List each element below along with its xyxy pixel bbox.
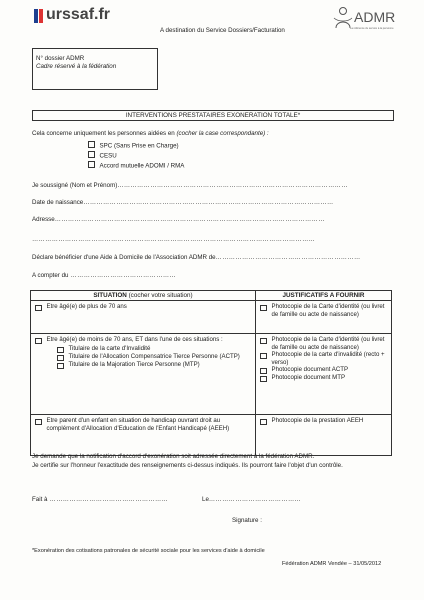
declare-label: Déclare bénéficier d'une Aide à Domicile de l'Association ADMR de <box>32 254 216 261</box>
justif-row2-invalidite[interactable] <box>260 351 387 366</box>
invalidite-checkbox[interactable] <box>57 347 64 354</box>
justif-row3-aeeh-label: Photocopie de la prestation AEEH <box>271 417 364 425</box>
dossier-reserved-label: Cadre réservé à la fédération <box>36 63 117 70</box>
situation-under70[interactable] <box>35 336 251 344</box>
destination-text: A destination du Service Dossiers/Facturation <box>160 27 285 34</box>
le-field[interactable]: Le…………………………………… <box>202 496 302 503</box>
justif-row2-mtp[interactable] <box>260 374 387 382</box>
urssaf-logo-text: urssaf.fr <box>46 6 111 23</box>
option-adomi[interactable] <box>88 161 184 170</box>
dossier-number-label: N° dossier ADMR <box>36 55 85 62</box>
mtp-checkbox[interactable] <box>57 363 64 370</box>
a-compter-label: A compter du <box>32 272 69 279</box>
actp-checkbox[interactable] <box>57 355 64 362</box>
justif-row2-id-label: Photocopie de la Carte d'identité (ou livret de famille ou acte de naissance) <box>271 336 385 351</box>
table-row <box>31 301 392 334</box>
adomi-checkbox[interactable] <box>88 161 95 168</box>
justificatifs-cell-3 <box>256 415 392 456</box>
justif-row2-actp-label: Photocopie document ACTP <box>271 366 349 374</box>
cesu-checkbox[interactable] <box>88 151 95 158</box>
intro-text <box>32 130 269 138</box>
age-70plus-checkbox[interactable] <box>35 305 42 312</box>
option-cesu[interactable] <box>88 151 117 160</box>
option-spc-label: SPC (Sans Prise en Charge) <box>99 142 179 150</box>
sub-actp-label: Titulaire de l'Allocation Compensatrice Tierce Personne (ACTP) <box>68 353 240 361</box>
situation-header <box>31 291 256 301</box>
situation-70plus-label: Etre âgé(e) de plus de 70 ans <box>46 303 127 311</box>
soussigne-label: Je soussigné (Nom et Prénom) <box>32 182 118 189</box>
sub-invalidite-label: Titulaire de la carte d'Invalidité <box>68 345 151 353</box>
adresse-label: Adresse <box>32 216 55 223</box>
sub-mtp-label: Titulaire de la Majoration Tierce Personne (MTP) <box>68 361 200 369</box>
sub-mtp[interactable] <box>35 361 251 369</box>
option-cesu-label: CESU <box>99 152 117 160</box>
justif-actp-checkbox[interactable] <box>260 368 267 375</box>
intro-italic: (cocher la case correspondante) : <box>176 130 269 137</box>
fait-a-label: Fait à <box>32 496 48 503</box>
justif-row1-label: Photocopie de la Carte d'identité (ou livret de famille ou acte de naissance) <box>271 303 385 318</box>
option-spc[interactable] <box>88 141 179 150</box>
footnote: *Exonération des cotisations patronales de sécurité sociale pour les services d'aide à domicile <box>32 548 265 554</box>
justif-id2-checkbox[interactable] <box>260 338 267 345</box>
dossier-box <box>32 48 158 90</box>
admr-logo-text: ADMR <box>354 9 396 25</box>
justif-id-checkbox[interactable] <box>260 305 267 312</box>
declaration-text <box>32 452 392 470</box>
admr-logo <box>330 6 400 40</box>
fait-a-field[interactable]: Fait à ……………………………………………… <box>32 496 169 503</box>
situation-cell-1 <box>31 301 256 334</box>
justificatifs-cell-2 <box>256 334 392 415</box>
adresse-field[interactable]: Adresse…………………………………………………………………………………………………………… <box>32 216 325 223</box>
justif-row2-mtp-label: Photocopie document MTP <box>271 374 346 382</box>
justificatifs-header: JUSTIFICATIFS A FOURNIR <box>256 291 392 301</box>
justif-mtp-checkbox[interactable] <box>260 376 267 383</box>
intro-prefix: Cela concerne uniquement les personnes aidées en <box>32 130 177 137</box>
justif-row2-invalidite-label: Photocopie de la carte d'invalidité (recto + verso) <box>271 351 385 366</box>
aeeh-checkbox[interactable] <box>35 419 42 426</box>
situation-title: SITUATION <box>93 292 127 299</box>
naissance-field[interactable]: Date de naissance…………………………………………………………………………………………………… <box>32 199 334 206</box>
situation-table <box>30 290 392 456</box>
naissance-label: Date de naissance <box>32 199 84 206</box>
situation-cell-3 <box>31 415 256 456</box>
age-under70-checkbox[interactable] <box>35 338 42 345</box>
a-compter-field[interactable]: A compter du ………………………………………… <box>32 272 176 279</box>
table-header-row <box>31 291 392 301</box>
declaration-line1: Je demande que la notification d'accord d'exonération soit adressée directement à la fédération ADMR. <box>32 453 315 460</box>
justif-aeeh-checkbox[interactable] <box>260 419 267 426</box>
admr-tagline: La référence du service à la personne <box>350 27 394 30</box>
spc-checkbox[interactable] <box>88 141 95 148</box>
declare-field[interactable]: Déclare bénéficier d'une Aide à Domicile de l'Association ADMR de………………………………………………………… <box>32 254 361 261</box>
le-label: Le <box>202 496 209 503</box>
table-row <box>31 415 392 456</box>
option-adomi-label: Accord mutuelle ADOMI / RMA <box>99 162 185 170</box>
situation-aeeh-label: Etre parent d'un enfant en situation de handicap ouvrant droit au complément d'Allocation d'Education de l'Enfant Handicapé (AEEH) <box>46 417 230 432</box>
justif-row2-actp[interactable] <box>260 366 387 374</box>
justif-row2-id[interactable] <box>260 336 387 351</box>
justif-row3-aeeh[interactable] <box>260 417 387 425</box>
adresse-continuation[interactable]: ………………………………………………………………………………………………………………… <box>32 236 316 243</box>
sub-invalidite[interactable] <box>35 345 251 353</box>
situation-70plus[interactable] <box>35 303 251 311</box>
situation-under70-label: Etre âgé(e) de moins de 70 ans, ET dans l'une de ces situations : <box>46 336 223 344</box>
situation-cell-2 <box>31 334 256 415</box>
justif-row1-item[interactable] <box>260 303 387 318</box>
signature-label[interactable]: Signature : <box>232 517 262 524</box>
situation-note: (cocher votre situation) <box>128 292 193 299</box>
justif-invalidite-checkbox[interactable] <box>260 353 267 360</box>
urssaf-logo <box>34 6 120 26</box>
table-row <box>31 334 392 415</box>
federation-footer: Fédération ADMR Vendée – 31/05/2012 <box>282 561 382 567</box>
declaration-line2: Je certifie sur l'honneur l'exactitude des renseignements ci-dessus indiqués. Ils pourront faire l'objet d'un contrôle. <box>32 462 343 470</box>
justificatifs-cell-1 <box>256 301 392 334</box>
situation-aeeh[interactable] <box>35 417 251 432</box>
form-title: INTERVENTIONS PRESTATAIRES EXONERATION TOTALE* <box>32 110 394 121</box>
sub-actp[interactable] <box>35 353 251 361</box>
soussigne-field[interactable]: Je soussigné (Nom et Prénom)…………………………………………………………………………………………… <box>32 182 348 189</box>
